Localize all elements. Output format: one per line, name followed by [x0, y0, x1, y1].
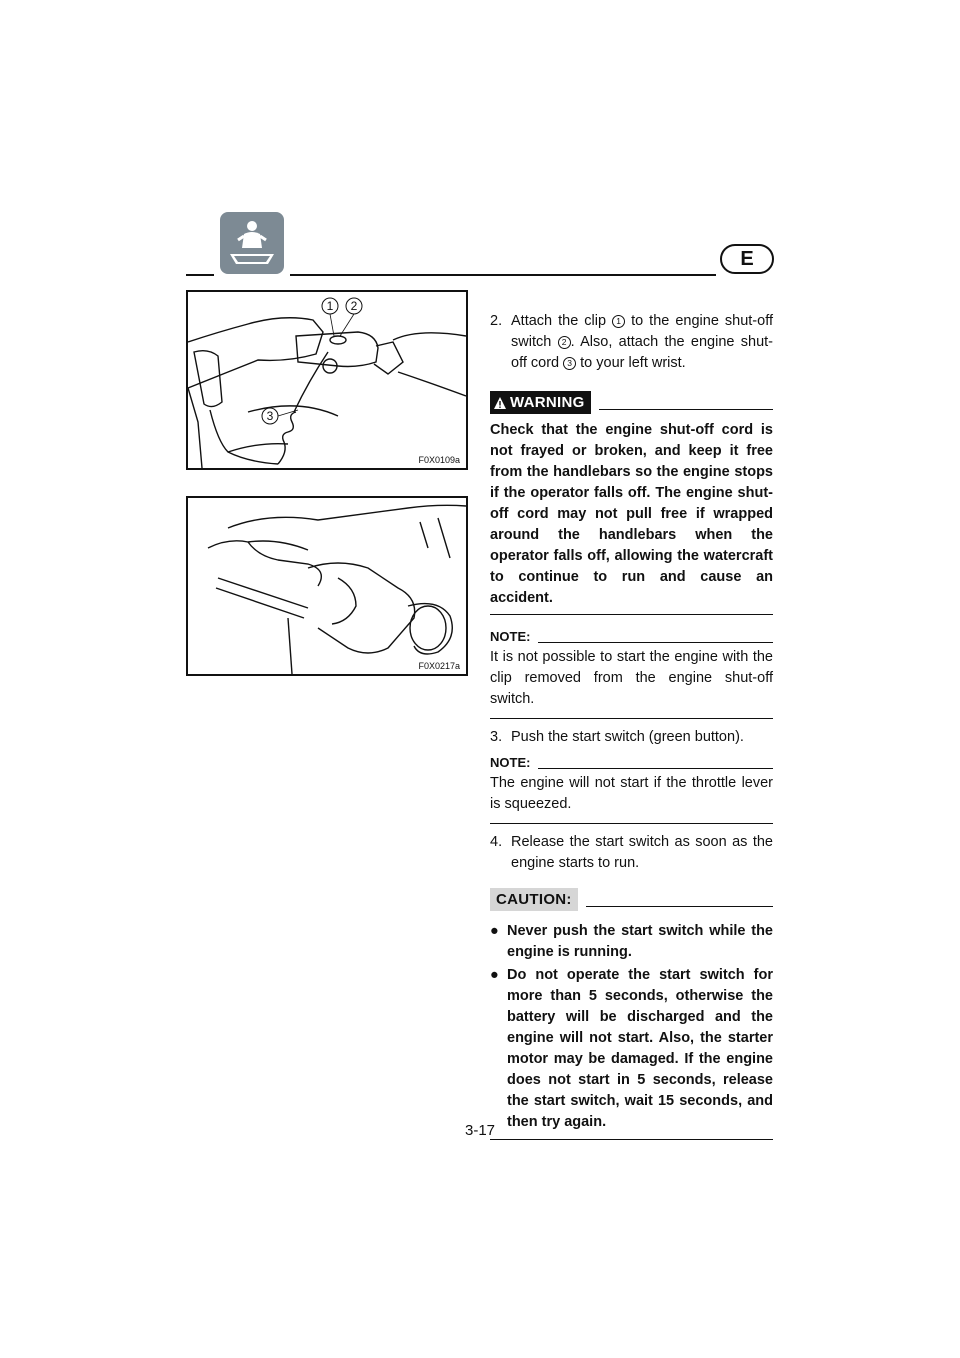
callout-2: 2 [350, 299, 358, 313]
step-text: Attach the clip 1 to the engine shut-off switch 2 . Also, attach the engine shut-off cord 3 to your left wrist. [511, 313, 773, 371]
figure-start-switch [186, 496, 468, 676]
note-text: The engine will not start if the throttle lever is squeezed. [490, 775, 773, 812]
warning-header [490, 391, 773, 414]
caution-item: ● Do not operate the start switch for more than 5 seconds, otherwise the battery will be discharged and the engine will not start. Also, the starter motor may be damaged. If the engine does not start in 5 seconds, release the start switch, wait 15 seconds, and then try again. [490, 965, 773, 1133]
step-text: Push the start switch (green button). [511, 729, 744, 745]
callout-marker: 3 [563, 357, 576, 370]
figure-code: F0X0109a [418, 455, 460, 465]
figure-code: F0X0217a [418, 661, 460, 671]
step-3 [490, 727, 773, 748]
warning-text: Check that the engine shut-off cord is not frayed or broken, and keep it free from the handlebars so the engine stops if the operator falls off. The engine shut-off cord may not pull free if wrapped around the handlebars when the operator falls off, allowing the watercraft to continue to run and cause an accident. [490, 422, 773, 606]
note-label: NOTE: [490, 629, 531, 644]
caution-header [490, 888, 773, 911]
step-number: 3. [490, 729, 503, 745]
note-header [490, 626, 773, 647]
caution-list [490, 921, 773, 1133]
note-end-rule [490, 718, 773, 719]
language-badge: E [720, 244, 774, 274]
figure-shutoff-cord [186, 290, 468, 470]
callout-1: 1 [326, 299, 334, 313]
header-rule-right [290, 274, 716, 276]
hand-on-handlebar-illustration [188, 292, 466, 468]
step-4 [490, 832, 773, 874]
thumb-on-start-switch-illustration [188, 498, 466, 674]
step-text: Release the start switch as soon as the engine starts to run. [511, 834, 773, 871]
bullet-dot-icon: ● [490, 967, 499, 983]
note-end-rule [490, 823, 773, 824]
warning-triangle-icon [494, 397, 506, 409]
caution-label: CAUTION: [490, 888, 578, 911]
warning-end-rule [490, 614, 773, 615]
note-text: It is not possible to start the engine with the clip removed from the engine shut-off switch. [490, 649, 773, 707]
note-header [490, 752, 773, 773]
callout-marker: 1 [612, 315, 625, 328]
bullet-dot-icon: ● [490, 923, 499, 939]
instruction-column [490, 311, 773, 1140]
step-number: 4. [490, 834, 503, 850]
warning-label: WARNING [490, 391, 591, 414]
header-rule-left [186, 274, 214, 276]
caution-item: ● Never push the start switch while the engine is running. [490, 921, 773, 963]
step-number: 2. [490, 313, 503, 329]
note-label: NOTE: [490, 755, 531, 770]
watercraft-rider-icon [220, 212, 284, 274]
caution-end-rule [490, 1139, 773, 1140]
step-2 [490, 311, 773, 374]
page-number: 3-17 [464, 1122, 496, 1139]
callout-3: 3 [266, 409, 274, 423]
callout-marker: 2 [558, 336, 571, 349]
